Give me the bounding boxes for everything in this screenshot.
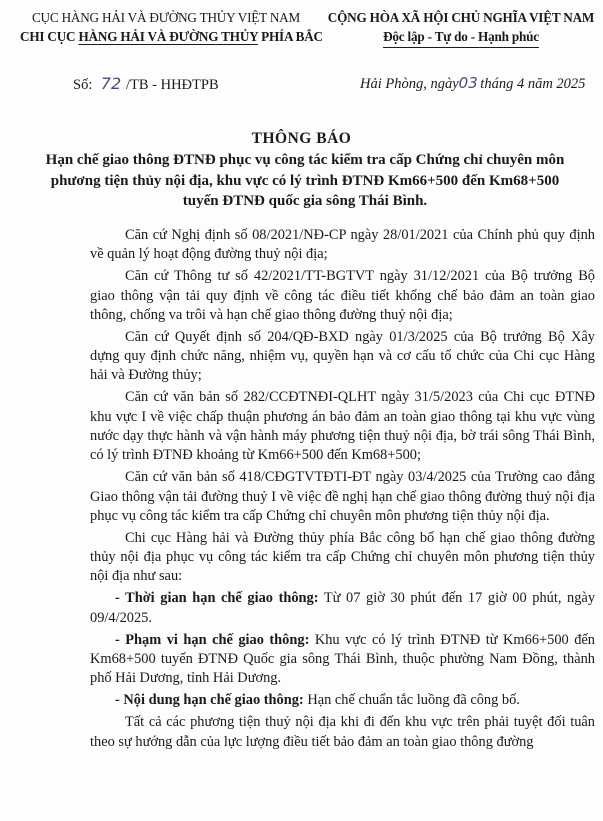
place-date-suffix: tháng 4 năm 2025 [476,76,586,92]
item-label: - Thời gian hạn chế giao thông: [115,590,319,607]
issuing-agency-block [20,8,323,46]
date-day-handwritten: 03 [458,74,478,92]
sub-agency-prefix: CHI CỤC [20,29,79,44]
basis-paragraph: Căn cứ văn bản số 418/CĐGTVTĐTI-ĐT ngày 03/4/2025 của Trường cao đẳng Giao thông vận tải đường thuỷ I về việc đề nghị hạn chế giao thông đường thuỷ nội địa phục vụ công tác kiểm tra cấp Chứng chỉ chuyên môn phương tiện thủy nội địa. [90,469,595,524]
closing-paragraph: Tất cả các phương tiện thuỷ nội địa khi đi đến khu vực trên phải tuyệt đối tuân theo sự hướng dẫn của lực lượng điều tiết bảo đảm an toàn giao thông đường [90,714,595,750]
item-text: Từ 07 giờ 30 phút đến 17 giờ 00 phút, ngày 09/4/2025. [90,590,596,626]
document-body [90,226,595,755]
national-motto: Độc lập - Tự do - Hạnh phúc [383,27,539,48]
restriction-content-item [90,691,595,710]
item-label: - Phạm vi hạn chế giao thông: [115,631,310,648]
place-and-date [360,74,585,93]
agency-name: CỤC HÀNG HẢI VÀ ĐƯỜNG THỦY VIỆT NAM [31,10,301,25]
item-text: Khu vực có lý trình ĐTNĐ từ Km66+500 đến Km68+500 tuyến ĐTNĐ Quốc gia sông Thái Bình, thuộc phường Nam Đồng, thành phố Hải Dương, tỉnh Hải Dương. [90,631,595,687]
document-number [73,74,219,94]
national-header-block [326,8,596,48]
basis-paragraph: Căn cứ Thông tư số 42/2021/TT-BGTVT ngày 31/12/2021 của Bộ trưởng Bộ giao thông vận tải quy định về công tác điều tiết khống chế bảo đảm an toàn giao thông, chống va trôi và hạn chế giao thông đường thuỷ nội địa; [90,268,595,323]
sub-agency-underlined: HÀNG HẢI VÀ ĐƯỜNG THỦY [78,29,258,44]
document-title: THÔNG BÁO [251,130,352,147]
item-text: Hạn chế chuẩn tắc luồng đã công bố. [303,692,520,709]
basis-paragraph: Căn cứ Nghị định số 08/2021/NĐ-CP ngày 28/01/2021 của Chính phủ quy định về quản lý hoạt động đường thuỷ nội địa; [90,227,595,263]
doc-number-suffix: /TB - HHĐTPB [125,77,219,93]
restriction-time-item [90,589,595,628]
restriction-scope-item [90,631,595,689]
sub-agency-name [20,27,323,46]
nation-name: CỘNG HÒA XÃ HỘI CHỦ NGHĨA VIỆT NAM [327,10,595,25]
basis-paragraph: Căn cứ Quyết định số 204/QĐ-BXD ngày 01/3/2025 của Bộ trưởng Bộ Xây dựng quy định chức năng, nhiệm vụ, quyền hạn và cơ cấu tổ chức của Chi cục Hàng hải và Đường thủy; [90,328,595,384]
place-date-prefix: Hải Phòng, ngày [360,76,459,92]
announcement-paragraph: Chi cục Hàng hải và Đường thủy phía Bắc công bố hạn chế giao thông đường thủy nội địa phục vụ công tác kiểm tra cấp Chứng chỉ chuyên môn phương tiện thủy nội địa như sau: [90,529,595,585]
doc-number-prefix: Số: [73,77,96,93]
basis-paragraph: Căn cứ văn bản số 282/CCĐTNĐI-QLHT ngày 31/5/2023 của Chi cục ĐTNĐ khu vực I về việc chấp thuận phương án bảo đảm an toàn giao thông tại khu vực vùng nước dạy thực hành và vận hành máy phương tiện thuỷ nội địa, bờ trái sông Thái Bình, có lý trình ĐTNĐ khoảng từ Km66+500 đến Km68+500; [90,389,595,464]
document-subtitle: Hạn chế giao thông ĐTNĐ phục vụ công tác kiểm tra cấp Chứng chỉ chuyên môn phương tiện thủy nội địa, khu vực có lý trình ĐTNĐ Km66+500 đến Km68+500 tuyến ĐTNĐ quốc gia sông Thái Bình. [45,152,565,209]
doc-number-handwritten: 72 [100,74,122,93]
item-label: - Nội dung hạn chế giao thông: [115,692,304,709]
sub-agency-suffix: PHÍA BẮC [258,29,323,44]
